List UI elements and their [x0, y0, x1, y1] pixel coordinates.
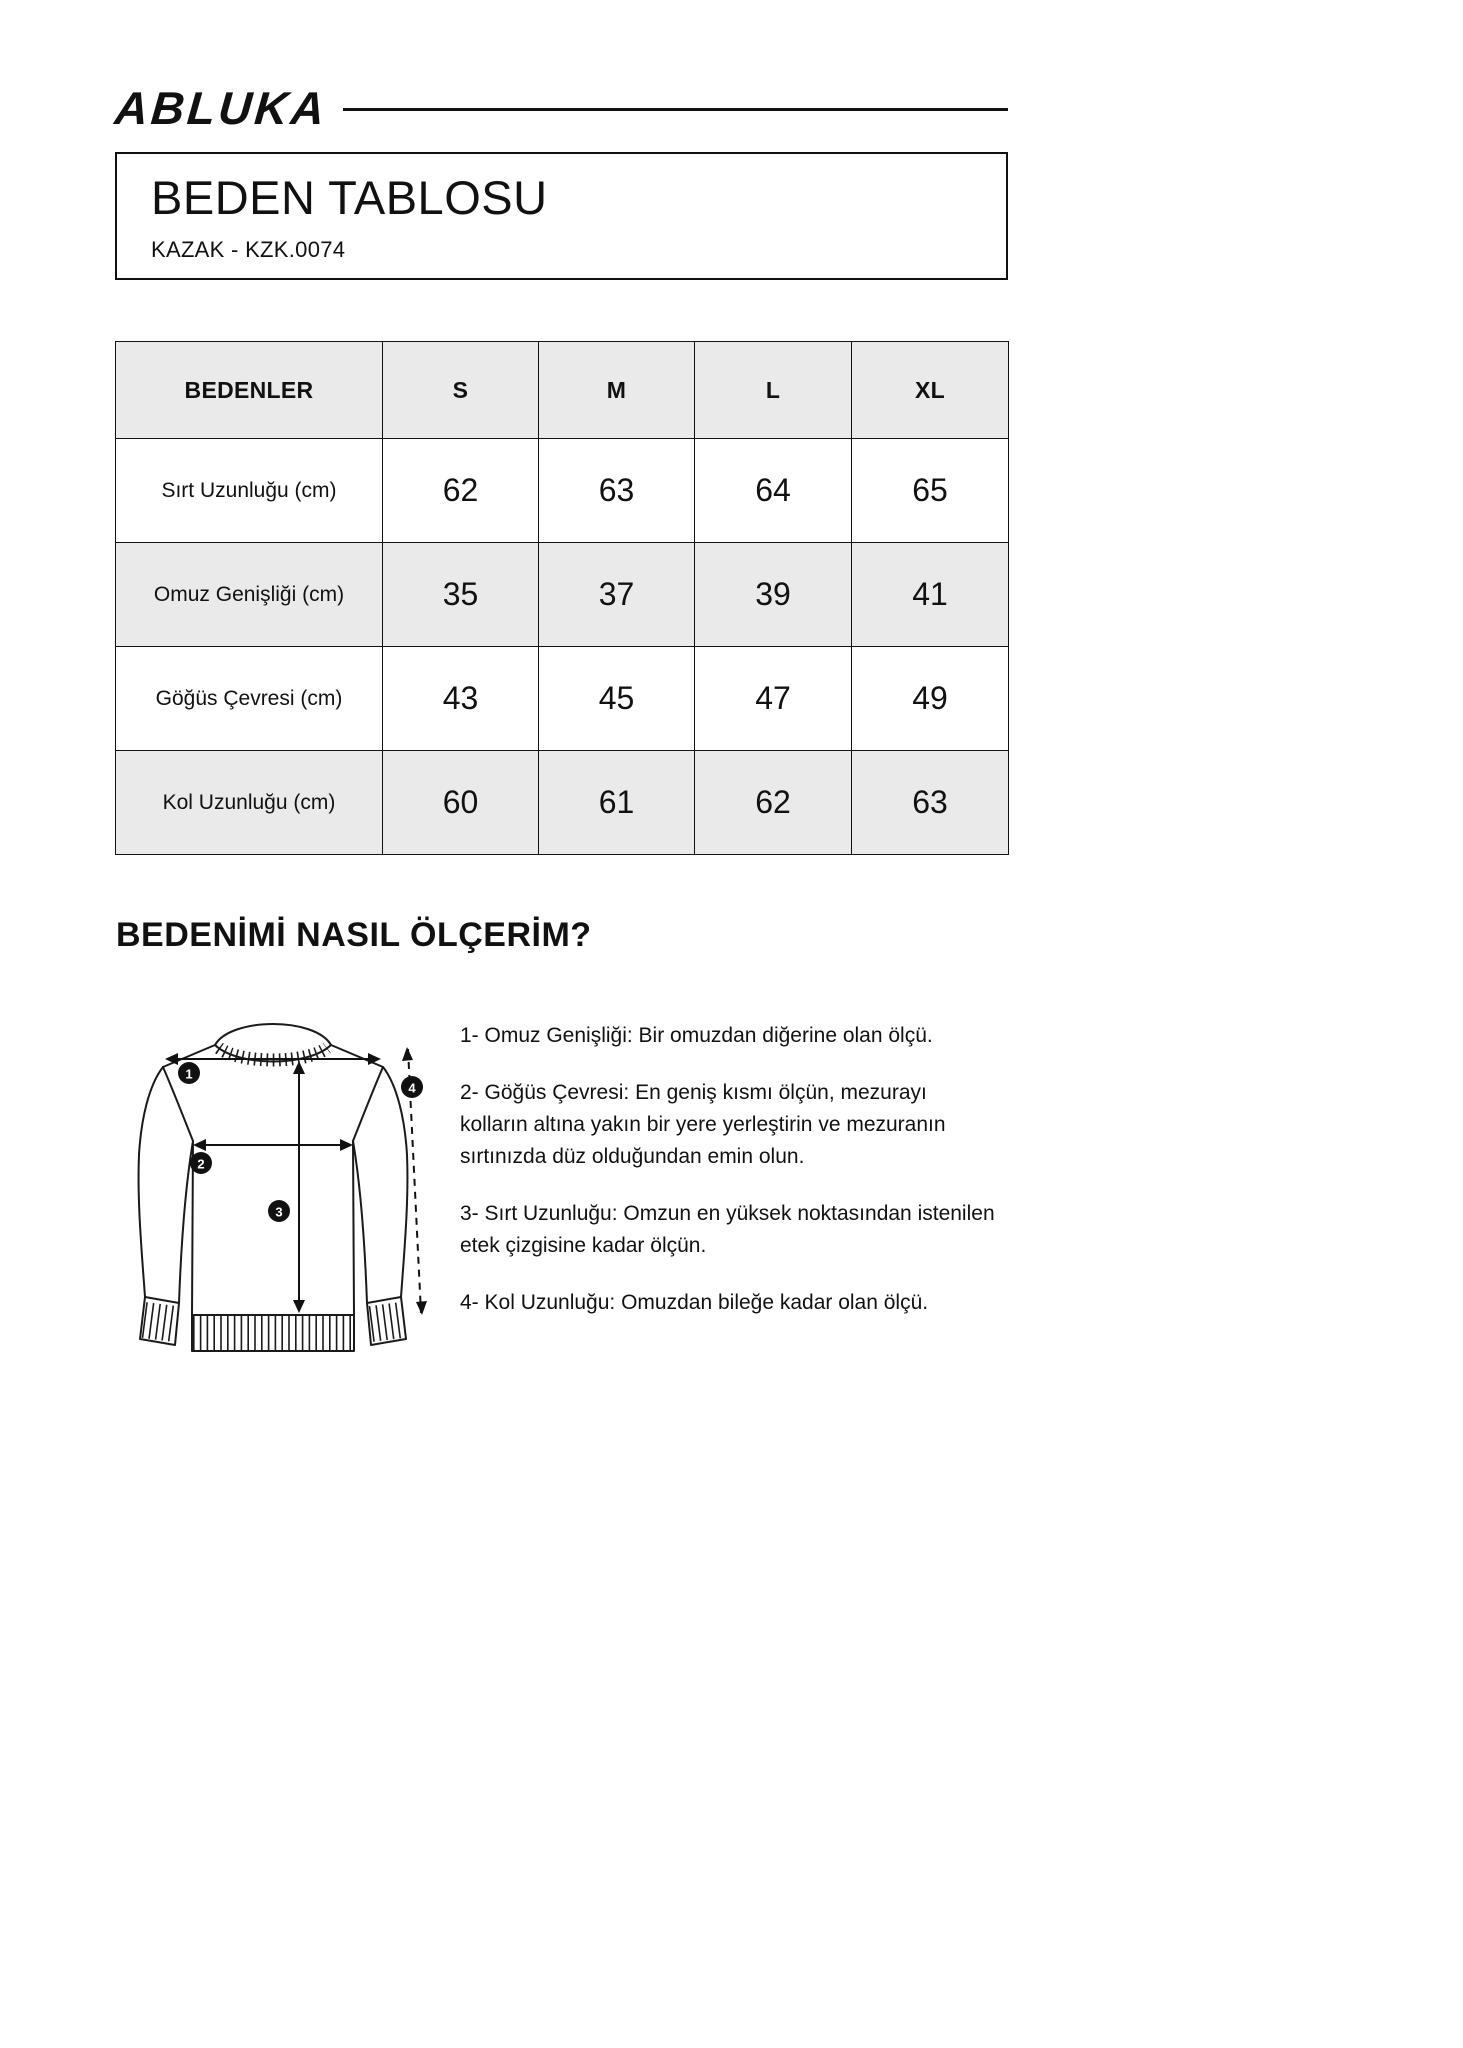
table-cell: 63	[539, 439, 695, 543]
row-label: Göğüs Çevresi (cm)	[116, 647, 383, 751]
measure-arrow-chest	[193, 1139, 353, 1151]
marker-2	[190, 1152, 212, 1174]
marker-1-number: 1	[185, 1066, 193, 1082]
marker-4-number: 4	[408, 1080, 416, 1096]
marker-2-number: 2	[197, 1156, 205, 1172]
marker-3-number: 3	[275, 1204, 283, 1220]
marker-4	[401, 1076, 423, 1098]
table-cell: 35	[383, 543, 539, 647]
brand-logo: ABLUKA	[112, 82, 330, 134]
instruction-back-length: 3- Sırt Uzunluğu: Omzun en yüksek noktasından istenilen etek çizgisine kadar ölçün.	[460, 1202, 995, 1257]
table-cell: 45	[539, 647, 695, 751]
product-code: KAZAK - KZK.0074	[151, 236, 346, 262]
table-cell: 63	[852, 751, 1009, 855]
marker-3	[268, 1200, 290, 1222]
instruction-shoulder: 1- Omuz Genişliği: Bir omuzdan diğerine olan ölçü.	[460, 1024, 933, 1047]
table-row	[116, 751, 1009, 855]
table-row	[116, 647, 1009, 751]
table-cell: 49	[852, 647, 1009, 751]
table-cell: 39	[695, 543, 852, 647]
table-cell: 41	[852, 543, 1009, 647]
row-label: Kol Uzunluğu (cm)	[116, 751, 383, 855]
sweater-diagram	[103, 1003, 448, 1388]
row-label: Sırt Uzunluğu (cm)	[116, 439, 383, 543]
column-header-bedenler: BEDENLER	[116, 342, 383, 439]
column-header-xl: XL	[852, 342, 1009, 439]
page-title: BEDEN TABLOSU	[151, 170, 548, 224]
column-header-m: M	[539, 342, 695, 439]
size-table	[115, 341, 1009, 855]
table-cell: 61	[539, 751, 695, 855]
table-cell: 37	[539, 543, 695, 647]
table-cell: 62	[383, 439, 539, 543]
table-cell: 47	[695, 647, 852, 751]
measure-section-heading: BEDENİMİ NASIL ÖLÇERİM?	[116, 916, 592, 954]
row-label: Omuz Genişliği (cm)	[116, 543, 383, 647]
column-header-l: L	[695, 342, 852, 439]
table-cell: 65	[852, 439, 1009, 543]
table-cell: 43	[383, 647, 539, 751]
table-cell: 62	[695, 751, 852, 855]
measure-instructions	[460, 1020, 1000, 1344]
marker-1	[178, 1062, 200, 1084]
table-header-row	[116, 342, 1009, 439]
table-row	[116, 543, 1009, 647]
table-cell: 60	[383, 751, 539, 855]
instruction-chest: 2- Göğüs Çevresi: En geniş kısmı ölçün, mezurayı kolların altına yakın bir yere yerleştirin ve mezuranın sırtınızda düz olduğundan emin olun.	[460, 1081, 946, 1168]
instruction-sleeve: 4- Kol Uzunluğu: Omuzdan bileğe kadar olan ölçü.	[460, 1291, 929, 1314]
table-cell: 64	[695, 439, 852, 543]
measure-arrow-back-length	[293, 1061, 305, 1313]
column-header-s: S	[383, 342, 539, 439]
table-row	[116, 439, 1009, 543]
brand-header	[112, 82, 1008, 134]
header-rule	[343, 108, 1008, 111]
title-box	[115, 152, 1008, 280]
